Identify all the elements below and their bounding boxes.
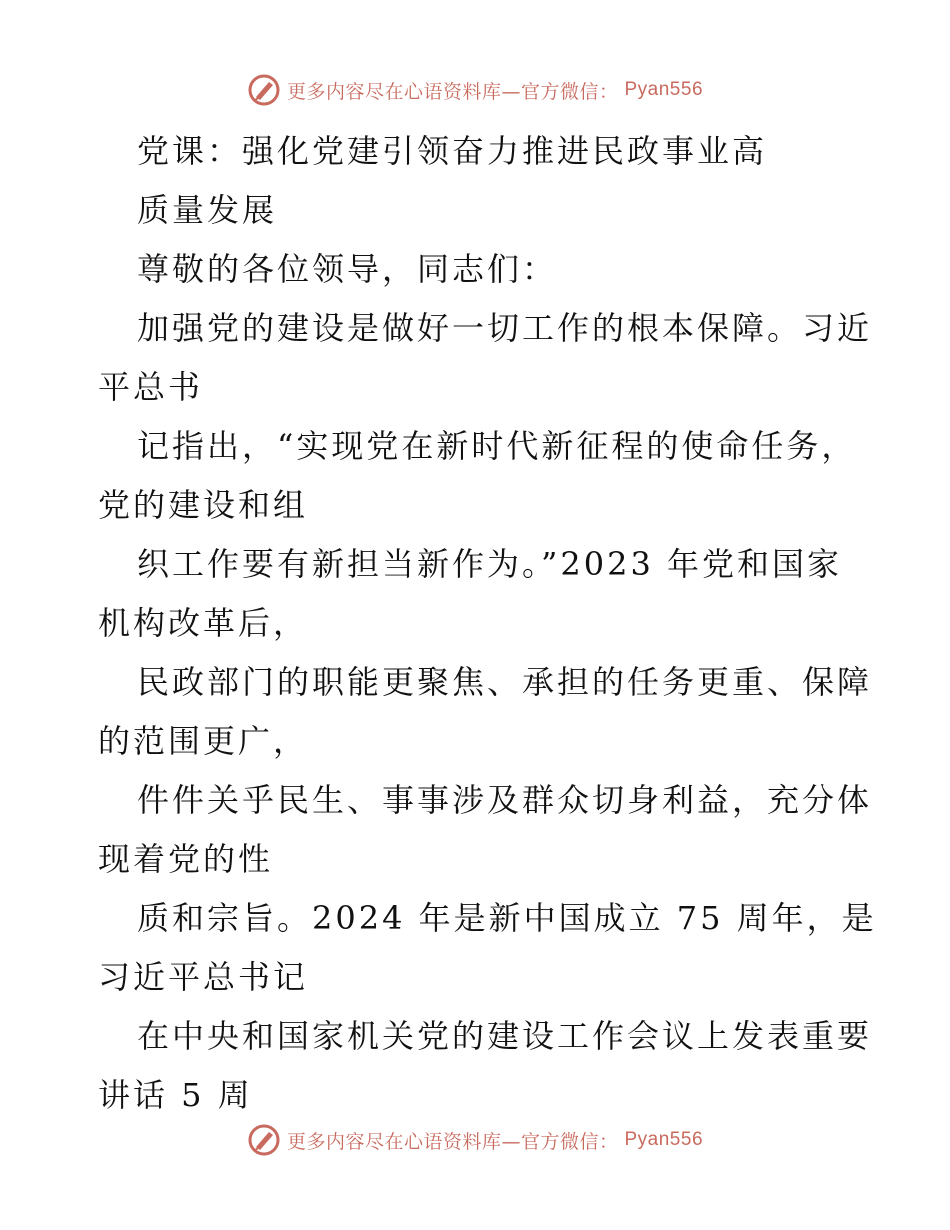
pen-logo-icon: [247, 73, 281, 107]
text-line: 机构改革后，: [98, 604, 309, 642]
text-line: 质量发展: [137, 191, 278, 229]
text-line: 织工作要有新担当新作为。”2023 年党和国家: [137, 545, 842, 583]
watermark-text: 更多内容尽在心语资料库—官方微信：: [286, 80, 619, 103]
header-watermark: [0, 70, 950, 110]
text-line: 的范围更广，: [98, 722, 309, 760]
text-line: 加强党的建设是做好一切工作的根本保障。习近: [137, 309, 873, 347]
watermark-handle: Pyan556: [624, 1129, 704, 1150]
text-line: 质和宗旨。2024 年是新中国成立 75 周年，是: [137, 899, 877, 937]
text-line: 习近平总书记: [98, 958, 309, 996]
text-line: 党的建设和组: [98, 486, 309, 524]
text-line: 讲话 5 周: [98, 1076, 253, 1114]
pen-logo-icon: [247, 1123, 281, 1157]
text-line: 民政部门的职能更聚焦、承担的任务更重、保障: [137, 663, 873, 701]
text-line: 件件关乎民生、事事涉及群众切身利益，充分体: [137, 781, 873, 819]
text-line: 现着党的性: [98, 840, 274, 878]
document-body: [98, 122, 877, 1125]
watermark-handle: Pyan556: [624, 79, 704, 100]
text-line: 记指出，“实现党在新时代新征程的使命任务，: [137, 427, 857, 465]
text-line: 平总书: [98, 368, 204, 406]
text-line: 在中央和国家机关党的建设工作会议上发表重要: [137, 1017, 873, 1055]
text-line: 党课：强化党建引领奋力推进民政事业高: [137, 132, 768, 170]
watermark-text: 更多内容尽在心语资料库—官方微信：: [286, 1130, 619, 1153]
footer-watermark: [0, 1120, 950, 1160]
text-line: 尊敬的各位领导，同志们：: [137, 250, 558, 288]
